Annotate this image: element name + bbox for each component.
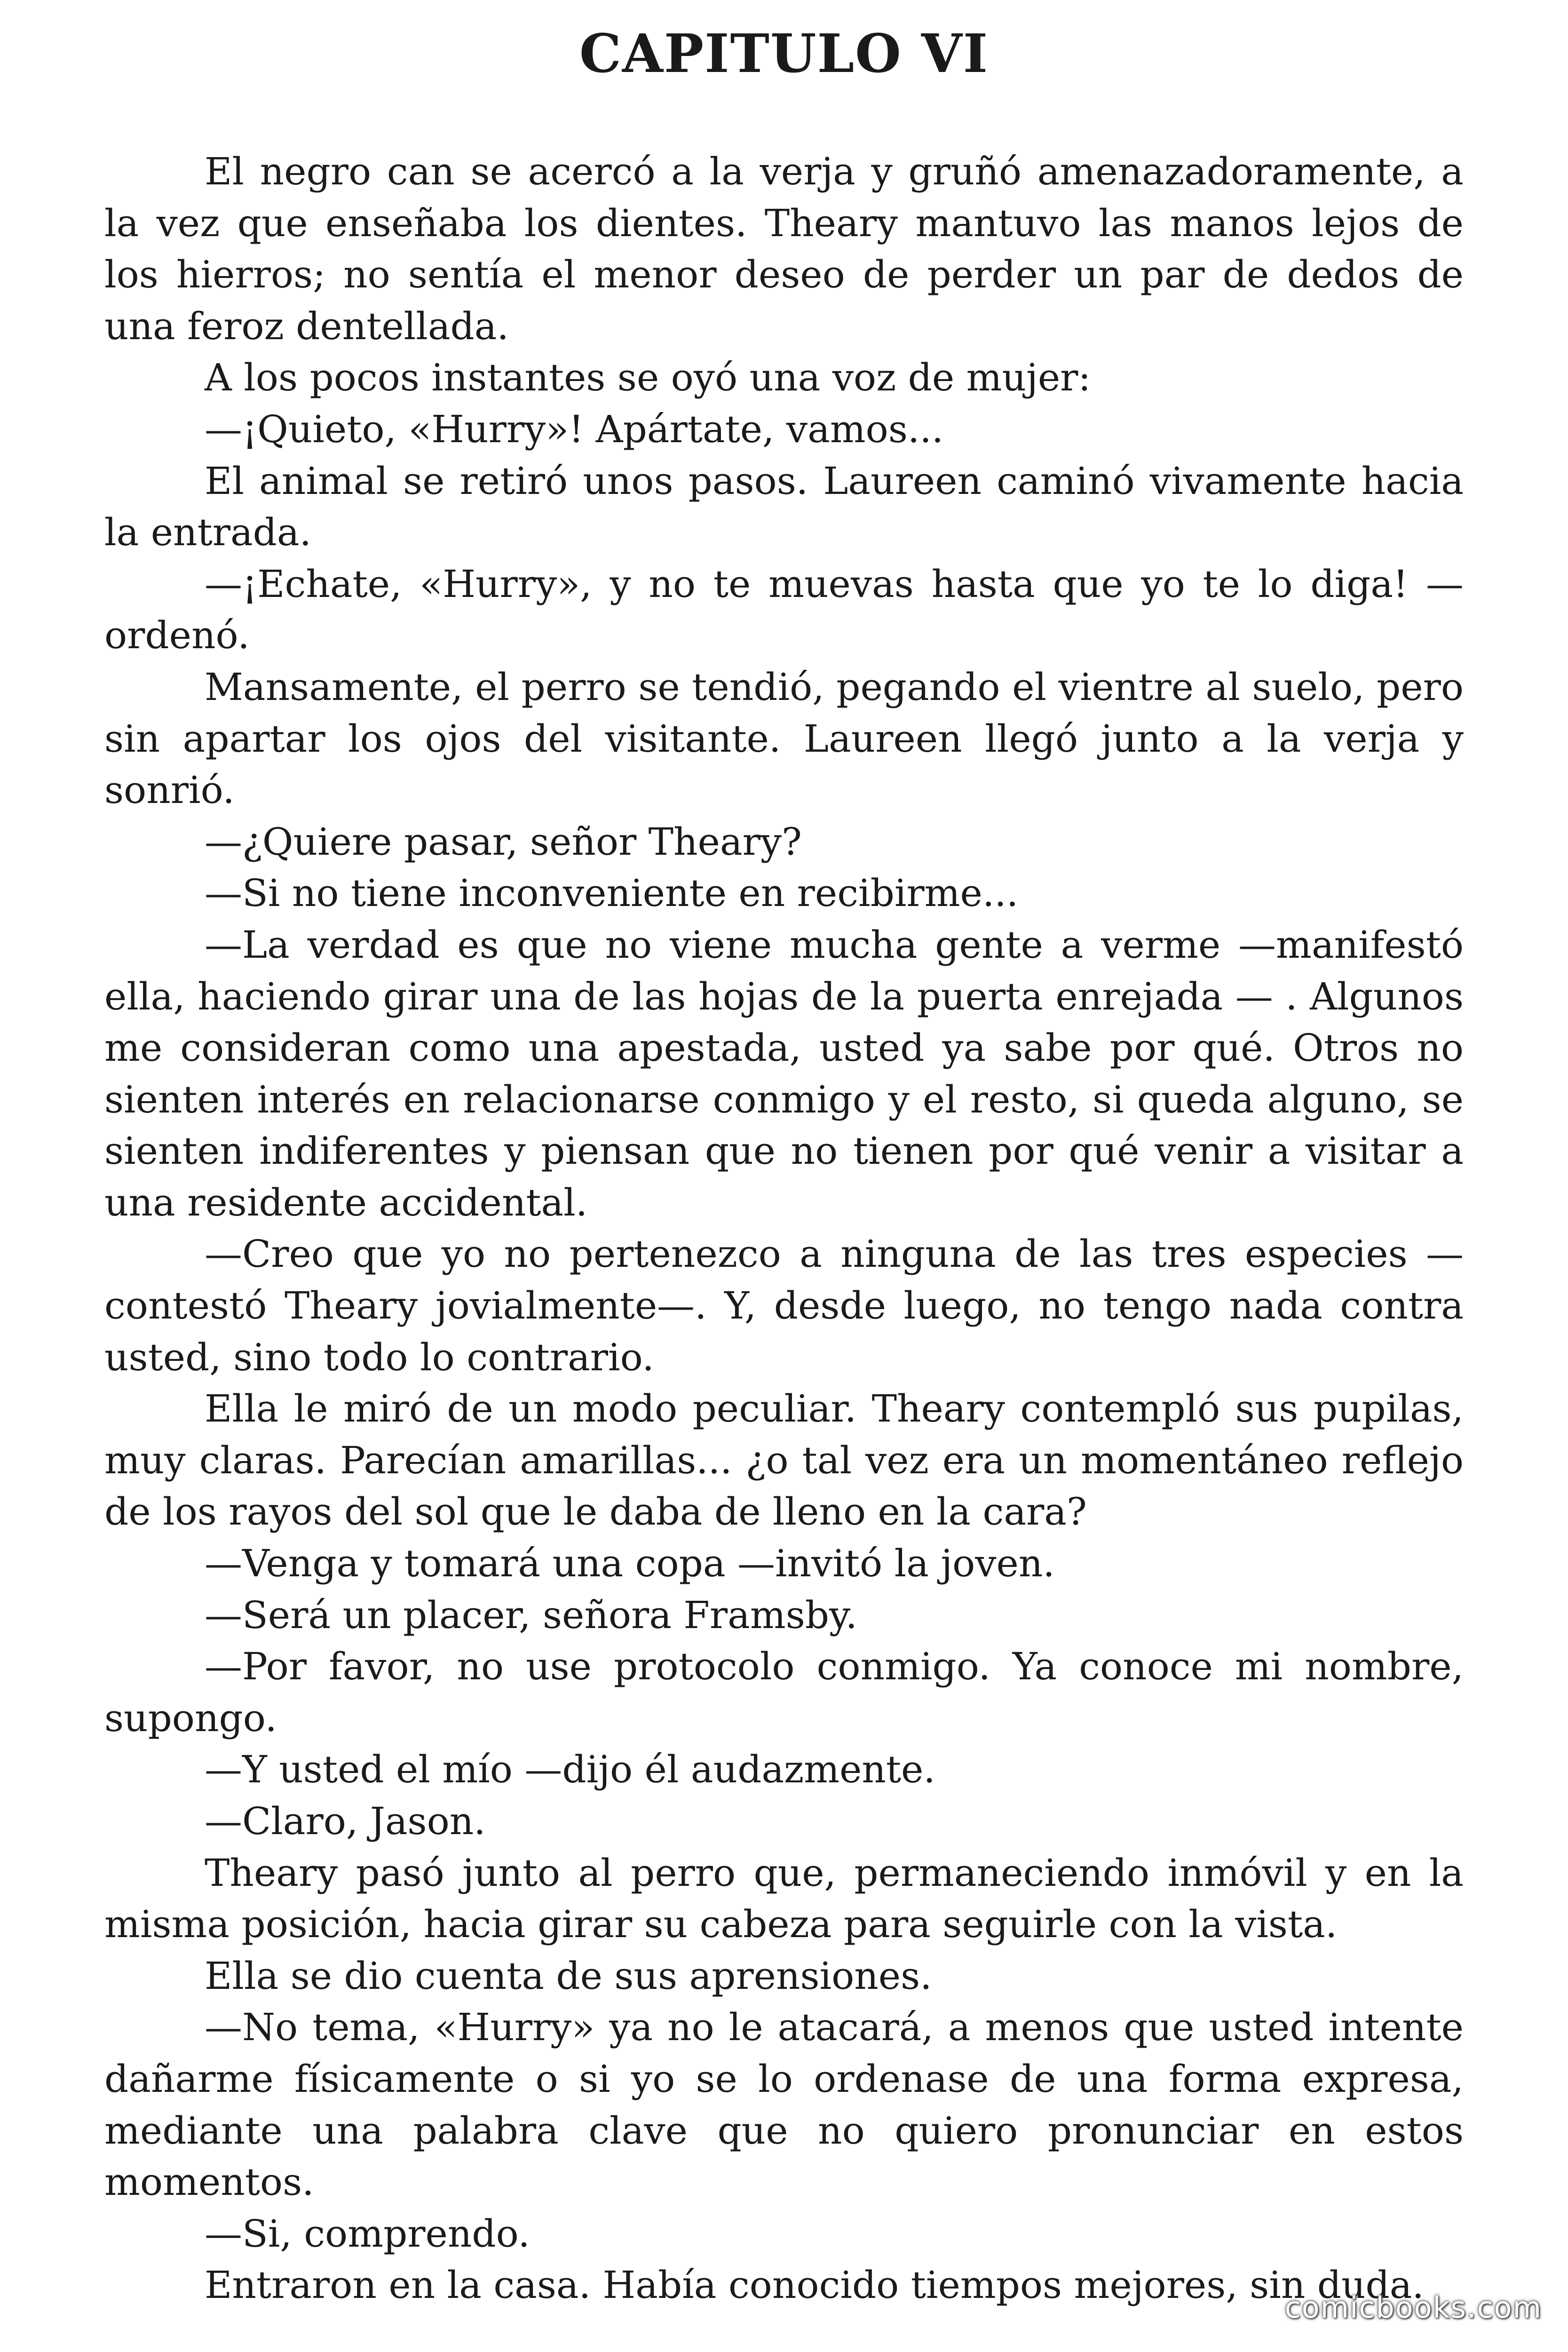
paragraph: —¡Echate, «Hurry», y no te muevas hasta que yo te lo diga! —ordenó. (104, 562, 1464, 658)
paragraph: Mansamente, el perro se tendió, pegando el vientre al suelo, pero sin apartar los ojos del visitante. Laureen llegó junto a la verja y sonrió. (104, 665, 1464, 812)
paragraph: A los pocos instantes se oyó una voz de mujer: (205, 356, 1091, 400)
chapter-title: CAPITULO VI (579, 23, 989, 85)
paragraph: —¿Quiere pasar, señor Theary? (205, 819, 802, 864)
page (104, 19, 1464, 2311)
body-text (104, 146, 1464, 2311)
paragraph: —Claro, Jason. (205, 1799, 486, 1843)
paragraph: —Será un placer, señora Framsby. (205, 1593, 857, 1637)
paragraph: Ella se dio cuenta de sus aprensiones. (205, 1954, 932, 1998)
paragraph: El negro can se acercó a la verja y gruñó amenazadoramente, a la vez que enseñaba los dientes. Theary mantuvo las manos lejos de los hierros; no sentía el menor deseo de perder un par de dedos de una feroz dentellada. (104, 150, 1464, 348)
paragraph: —Por favor, no use protocolo conmigo. Ya conoce mi nombre, supongo. (104, 1645, 1464, 1740)
paragraph: —Si, comprendo. (205, 2211, 530, 2256)
paragraph: Theary pasó junto al perro que, permaneciendo inmóvil y en la misma posición, hacia girar su cabeza para seguirle con la vista. (104, 1851, 1464, 1947)
paragraph: —La verdad es que no viene mucha gente a verme —manifestó ella, haciendo girar una de las hojas de la puerta enrejada — . Algunos me consideran como una apestada, usted ya sabe por qué. Otros no sienten interés en relacionarse conmigo y el resto, si queda alguno, se sienten indiferentes y piensan que no tienen por qué venir a visitar a una residente accidental. (104, 922, 1464, 1224)
paragraph: El animal se retiró unos pasos. Laureen caminó vivamente hacia la entrada. (104, 459, 1464, 555)
watermark: comicbooks.com (1284, 2290, 1542, 2325)
paragraph: —No tema, «Hurry» ya no le atacará, a menos que usted intente dañarme físicamente o si yo se lo ordenase de una forma expresa, mediante una palabra clave que no quiero pronunciar en estos momentos. (104, 2005, 1464, 2204)
paragraph: —¡Quieto, «Hurry»! Apártate, vamos... (205, 407, 944, 451)
paragraph: Ella le miró de un modo peculiar. Theary contempló sus pupilas, muy claras. Parecían amarillas... ¿o tal vez era un momentáneo reflejo de los rayos del sol que le daba de lleno en la cara? (104, 1387, 1464, 1534)
paragraph: —Venga y tomará una copa —invitó la joven. (205, 1542, 1055, 1586)
paragraph: —Creo que yo no pertenezco a ninguna de las tres especies —contestó Theary jovialmente—. Y, desde luego, no tengo nada contra usted, sino todo lo contrario. (104, 1232, 1464, 1379)
paragraph: —Si no tiene inconveniente en recibirme... (205, 871, 1019, 915)
paragraph: Entraron en la casa. Había conocido tiempos mejores, sin duda. (205, 2263, 1424, 2307)
paragraph: —Y usted el mío —dijo él audazmente. (205, 1748, 935, 1792)
